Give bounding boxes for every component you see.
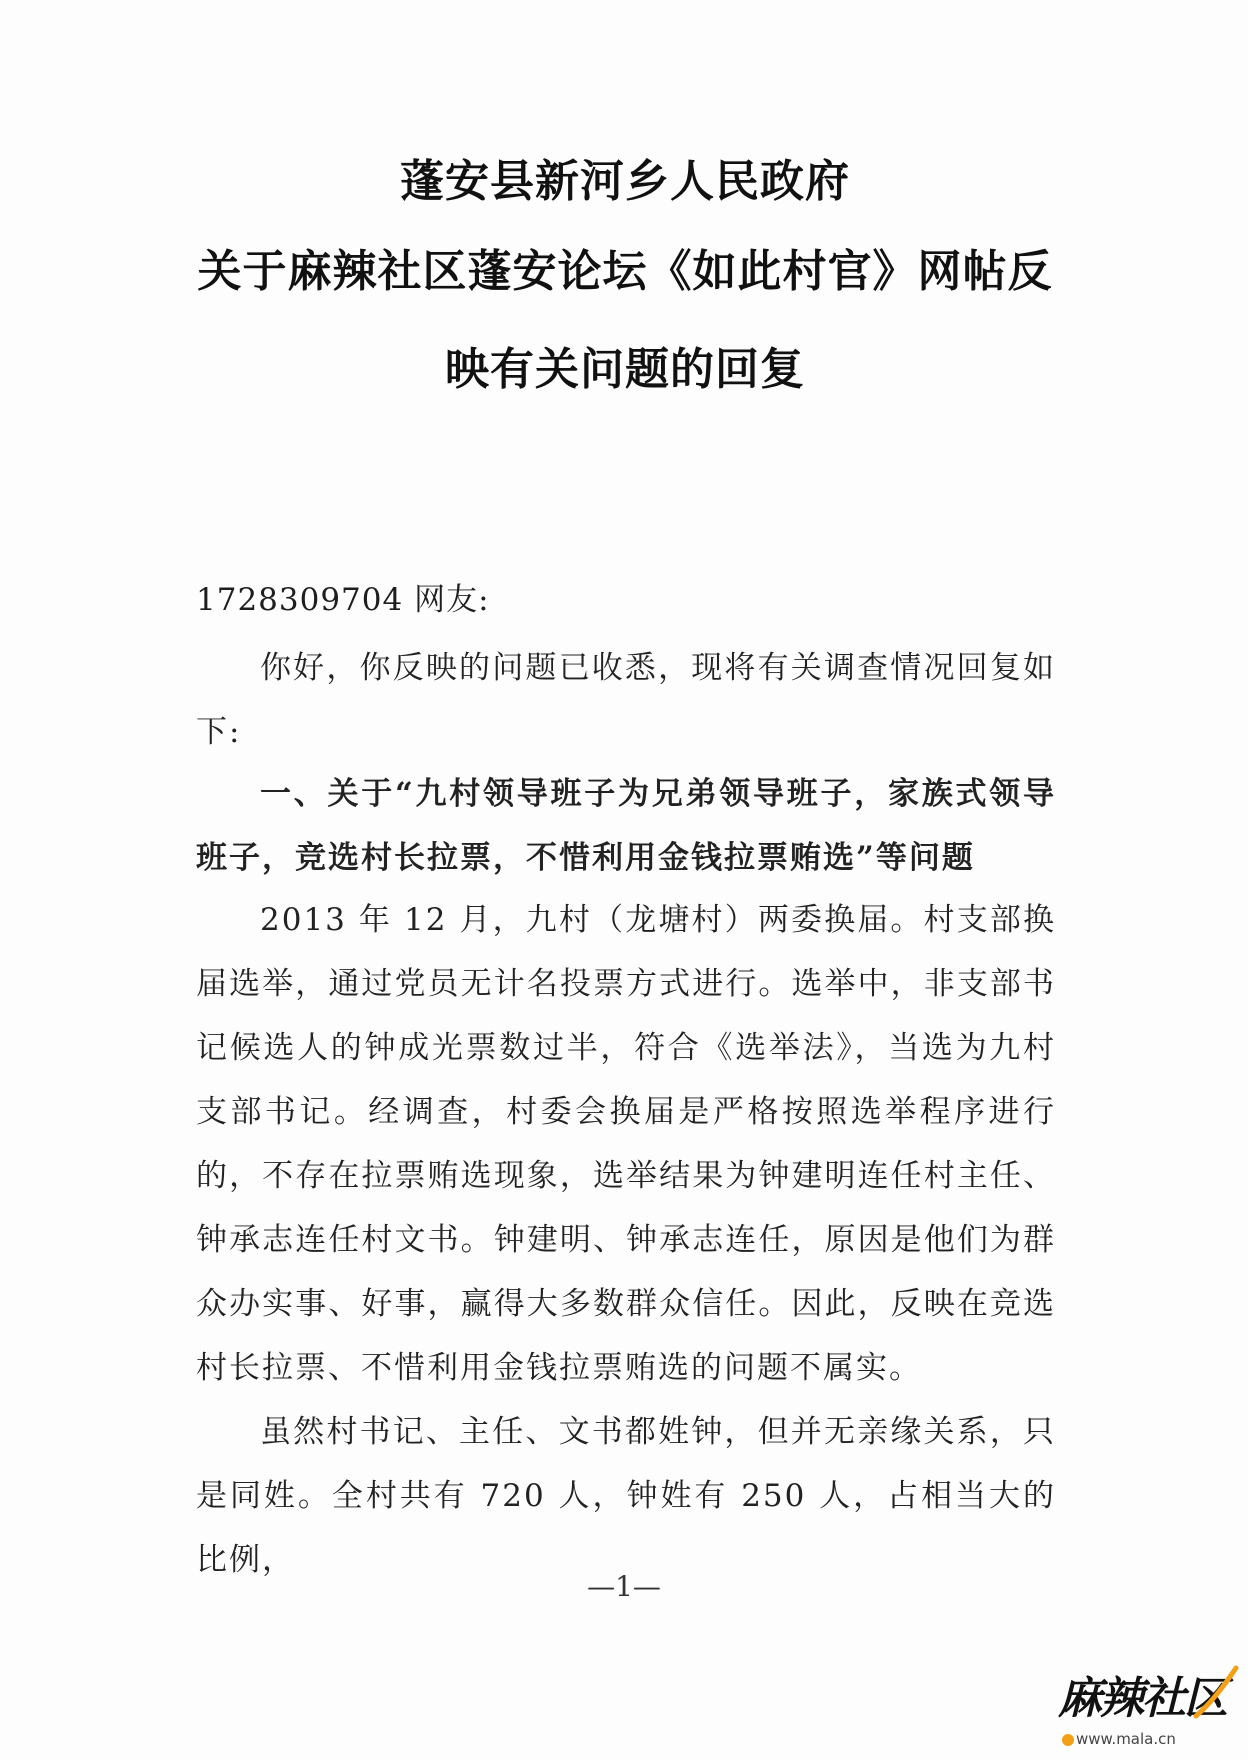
paragraph-intro-text: 你好，你反映的问题已收悉，现将有关调查情况回复如下: xyxy=(196,650,1056,750)
mala-watermark-logo xyxy=(1058,1662,1244,1758)
title-line-3: 映有关问题的回复 xyxy=(445,344,805,395)
page-number: —1— xyxy=(587,1570,661,1603)
watermark-url: www.mala.cn xyxy=(1076,1730,1176,1748)
paragraph-election-text: 2013 年 12 月，九村（龙塘村）两委换届。村支部换届选举，通过党员无计名投票方式进行。选举中，非支部书记候选人的钟成光票数过半，符合《选举法》，当选为九村支部书记。经调查，村委会换届是严格按照选举程序进行的，不存在拉票贿选现象，选举结果为钟建明连任村主任、钟承志连任村文书。钟建明、钟承志连任，原因是他们为群众办实事、好事，赢得大多数群众信任。因此，反映在竞选村长拉票、不惜利用金钱拉票贿选的问题不属实。 xyxy=(196,902,1056,1386)
title-line-2: 关于麻辣社区蓬安论坛《如此村官》网帖反 xyxy=(197,246,1053,297)
section-heading-1 xyxy=(196,762,1056,890)
paragraph-surname-text: 虽然村书记、主任、文书都姓钟，但并无亲缘关系，只是同姓。全村共有 720 人，钟姓有 250 人，占相当大的比例， xyxy=(196,1414,1056,1578)
watermark-dot-icon xyxy=(1062,1734,1074,1746)
title-line-1: 蓬安县新河乡人民政府 xyxy=(400,156,850,207)
paragraph-surname xyxy=(196,1400,1056,1592)
paragraph-election xyxy=(196,888,1056,1400)
greeting: 1728309704 网友: xyxy=(196,582,490,618)
watermark-brand-text: 麻辣社区 xyxy=(1058,1673,1226,1724)
paragraph-intro xyxy=(196,636,1056,764)
section-heading-1-text: 一、关于“九村领导班子为兄弟领导班子，家族式领导班子，竞选村长拉票，不惜利用金钱拉票贿选”等问题 xyxy=(196,776,1056,876)
watermark-swoosh-icon xyxy=(1190,1664,1242,1724)
